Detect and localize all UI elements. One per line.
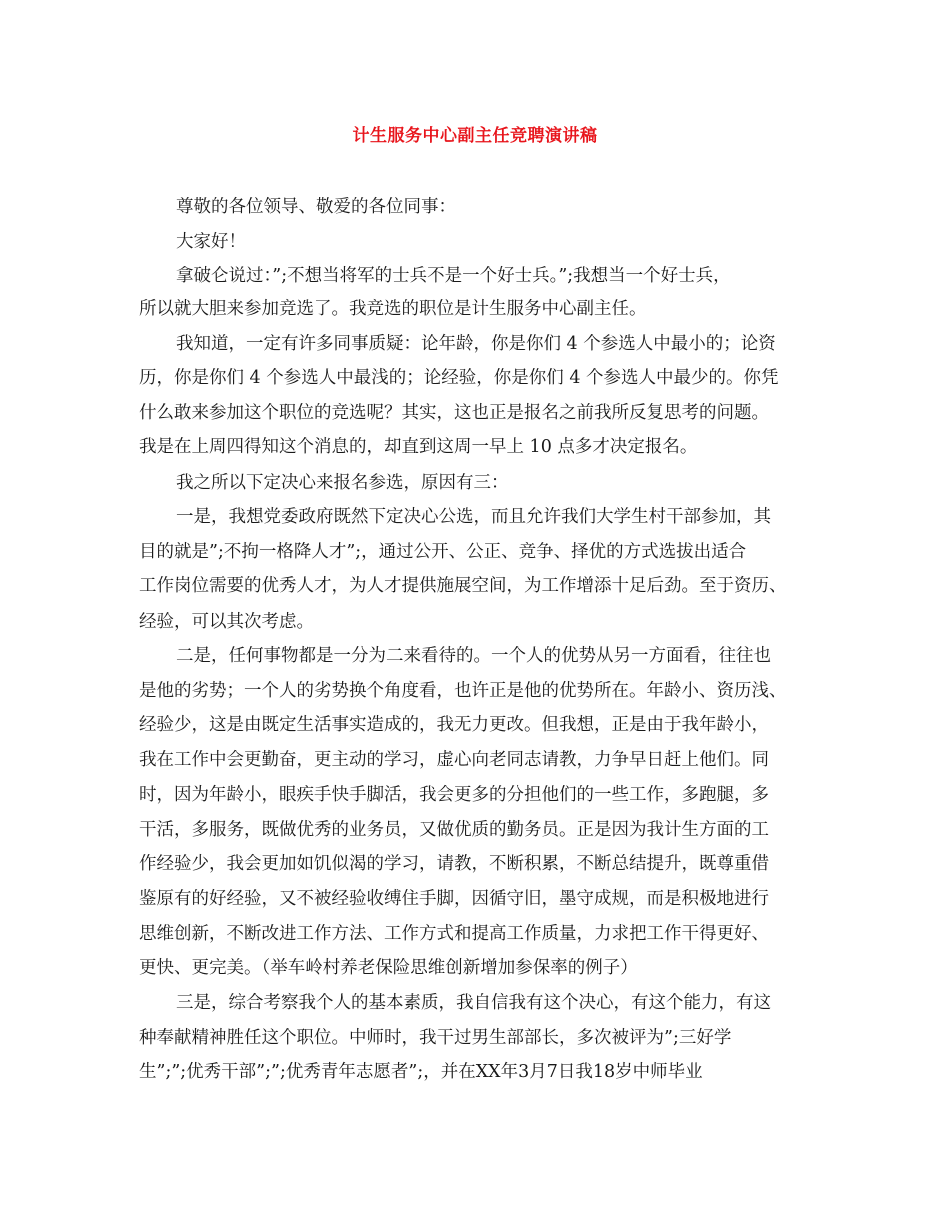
- paragraph-line: 鉴原有的好经验，又不被经验收缚住手脚，因循守旧，墨守成规，而是积极地进行: [139, 889, 769, 909]
- paragraph-line: 更快、更完美。（举车岭村养老保险思维创新增加参保率的例子）: [139, 958, 638, 978]
- paragraph-line: 思维创新，不断改进工作方法、工作方式和提高工作质量，力求把工作干得更好、: [139, 924, 769, 944]
- paragraph-line: 工作岗位需要的优秀人才，为人才提供施展空间，为工作增添十足后劲。至于资历、: [139, 576, 787, 596]
- paragraph-line: 我知道，一定有许多同事质疑：论年龄，你是你们 4 个参选人中最小的；论资: [176, 334, 776, 354]
- salutation: 尊敬的各位领导、敬爱的各位同事：: [176, 197, 456, 217]
- paragraph-line: 什么敢来参加这个职位的竞选呢？其实，这也正是报名之前我所反复思考的问题。: [139, 403, 769, 423]
- paragraph-line: 干活，多服务，既做优秀的业务员，又做优质的勤务员。正是因为我计生方面的工: [139, 820, 769, 840]
- paragraph-line: 经验少，这是由既定生活事实造成的，我无力更改。但我想，正是由于我年龄小，: [139, 715, 769, 735]
- greeting: 大家好！: [176, 232, 246, 252]
- paragraph-line: 我之所以下定决心来报名参选，原因有三：: [176, 473, 509, 493]
- paragraph-line: 一是，我想党委政府既然下定决心公选，而且允许我们大学生村干部参加，其: [176, 507, 771, 527]
- paragraph-line: 我是在上周四得知这个消息的，却直到这周一早上 10 点多才决定报名。: [139, 437, 698, 457]
- paragraph-line: 三是，综合考察我个人的基本素质，我自信我有这个决心，有这个能力，有这: [176, 993, 771, 1013]
- paragraph-line: 经验，可以其次考虑。: [139, 612, 314, 632]
- paragraph-line: 作经验少，我会更加如饥似渴的学习，请教，不断积累，不断总结提升，既尊重借: [139, 854, 769, 874]
- paragraph-line: 种奉献精神胜任这个职位。中师时，我干过男生部部长，多次被评为”;三好学: [139, 1028, 732, 1048]
- paragraph-line: 二是，任何事物都是一分为二来看待的。一个人的优势从另一方面看，往往也: [176, 646, 771, 666]
- document-title: 计生服务中心副主任竞聘演讲稿: [352, 126, 598, 146]
- paragraph-line: 拿破仑说过：”;不想当将军的士兵不是一个好士兵。”;我想当一个好士兵，: [176, 266, 731, 286]
- paragraph-line: 历，你是你们 4 个参选人中最浅的；论经验，你是你们 4 个参选人中最少的。你凭: [139, 368, 779, 388]
- paragraph-line: 是他的劣势；一个人的劣势换个角度看，也许正是他的优势所在。年龄小、资历浅、: [139, 681, 787, 701]
- paragraph-line: 目的就是”;不拘一格降人才”;，通过公开、公正、竞争、择优的方式选拔出适合: [139, 542, 747, 562]
- paragraph-line: 所以就大胆来参加竞选了。我竞选的职位是计生服务中心副主任。: [139, 299, 647, 319]
- paragraph-line: 时，因为年龄小，眼疾手快手脚活，我会更多的分担他们的一些工作，多跑腿，多: [139, 785, 769, 805]
- paragraph-line: 生”;”;优秀干部”;”;优秀青年志愿者”;，并在XX年3月7日我18岁中师毕业: [139, 1062, 703, 1082]
- paragraph-line: 我在工作中会更勤奋，更主动的学习，虚心向老同志请教，力争早日赶上他们。同: [139, 750, 769, 770]
